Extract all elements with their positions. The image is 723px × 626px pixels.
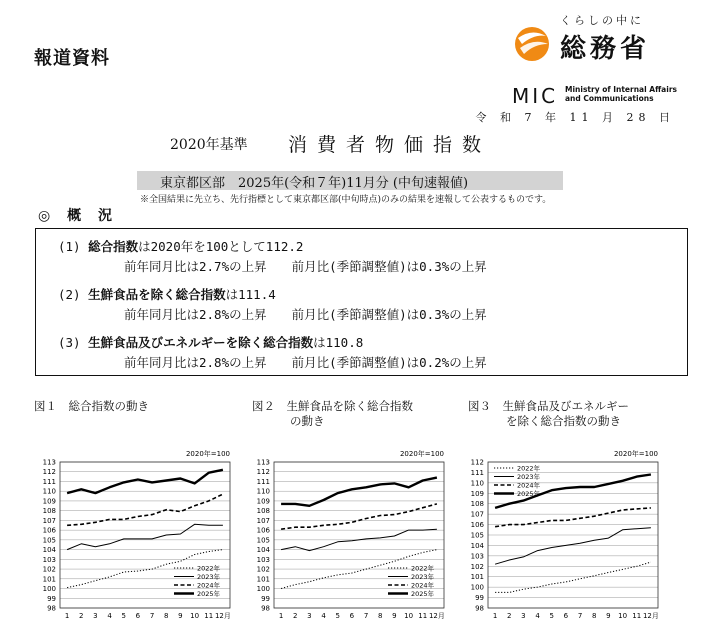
y-tick-label: 104 — [470, 541, 484, 550]
y-tick-label: 98 — [475, 604, 484, 613]
legend-label: 2024年 — [517, 481, 541, 490]
chart-2-core-index — [244, 440, 454, 626]
x-tick-label: 6 — [563, 612, 569, 620]
series-line-2023年 — [67, 524, 223, 549]
legend-label: 2022年 — [517, 464, 541, 473]
summary-item-number: (3) — [58, 335, 81, 350]
ministry-tagline: くらしの中に — [560, 14, 644, 27]
x-tick-label: 11 — [204, 612, 214, 620]
y-tick-label: 101 — [470, 573, 484, 582]
y-tick-label: 102 — [42, 565, 56, 574]
y-tick-label: 111 — [42, 477, 56, 486]
summary-item-detail: 前年同月比は2.8%の上昇 前月比(季節調整値)は0.3%の上昇 — [124, 307, 487, 322]
y-tick-label: 106 — [256, 526, 270, 535]
summary-item-2 — [58, 285, 276, 303]
summary-item-index-name: 生鮮食品及びエネルギーを除く総合指数 — [88, 335, 314, 350]
ministry-logo-icon — [512, 22, 552, 62]
x-tick-label: 10 — [404, 612, 414, 620]
y-tick-label: 106 — [42, 526, 56, 535]
figure-2-caption — [252, 399, 413, 429]
ministry-english-line2: and Communications — [565, 94, 654, 103]
y-tick-label: 99 — [475, 594, 484, 603]
x-tick-label: 11 — [418, 612, 428, 620]
legend-label: 2024年 — [197, 581, 221, 590]
x-tick-label: 12月 — [214, 612, 231, 620]
ministry-name: 総務省 — [560, 34, 651, 64]
y-tick-label: 101 — [42, 575, 56, 584]
y-tick-label: 108 — [256, 507, 270, 516]
summary-item-value-text: は111.4 — [225, 287, 276, 302]
legend-label: 2023年 — [197, 573, 221, 581]
y-tick-label: 103 — [256, 555, 270, 564]
x-tick-label: 7 — [363, 612, 369, 620]
summary-item-detail: 前年同月比は2.8%の上昇 前月比(季節調整値)は0.2%の上昇 — [124, 355, 487, 370]
legend-label: 2025年 — [197, 590, 221, 598]
figure-2-caption-line2: の動き — [290, 414, 325, 428]
x-tick-label: 8 — [378, 612, 383, 620]
y-tick-label: 105 — [256, 536, 270, 545]
y-tick-label: 108 — [470, 500, 484, 509]
series-line-2024年 — [281, 504, 437, 529]
y-tick-label: 105 — [42, 536, 56, 545]
x-tick-label: 5 — [549, 612, 554, 620]
y-tick-label: 99 — [47, 594, 56, 603]
x-tick-label: 7 — [149, 612, 155, 620]
x-tick-label: 3 — [307, 612, 312, 620]
summary-item-1 — [58, 237, 303, 255]
x-tick-label: 1 — [64, 612, 70, 620]
series-line-2023年 — [495, 528, 651, 565]
x-tick-label: 8 — [164, 612, 169, 620]
legend-label: 2023年 — [517, 473, 541, 481]
chart-1-headline-index — [30, 440, 240, 626]
x-tick-label: 11 — [632, 612, 642, 620]
publication-date: 令 和 7 年 11 月 28 日 — [475, 111, 675, 124]
chart-base-note: 2020年=100 — [185, 450, 230, 458]
summary-item-value-text: は110.8 — [313, 335, 364, 350]
x-tick-label: 9 — [392, 612, 397, 620]
legend-label: 2025年 — [411, 590, 435, 598]
figure-2-caption-line1: 図２ 生鮮食品を除く総合指数 — [252, 399, 413, 413]
x-tick-label: 6 — [135, 612, 141, 620]
ministry-english-line1: Ministry of Internal Affairs — [565, 85, 677, 94]
page-title: 消費者物価指数 — [288, 134, 492, 156]
y-tick-label: 98 — [47, 604, 56, 613]
x-tick-label: 9 — [178, 612, 183, 620]
x-tick-label: 9 — [606, 612, 611, 620]
document-type-label: 報道資料 — [34, 48, 110, 69]
mic-abbreviation: MIC — [512, 84, 559, 108]
summary-item-3 — [58, 333, 363, 351]
x-tick-label: 4 — [107, 612, 112, 620]
legend-label: 2022年 — [411, 564, 435, 573]
y-tick-label: 100 — [470, 583, 484, 592]
figure-3-caption-line1: 図３ 生鮮食品及びエネルギー — [468, 399, 629, 413]
figure-3-caption — [468, 399, 629, 429]
title-base-year: 2020年基準 — [170, 137, 248, 153]
legend-label: 2024年 — [411, 581, 435, 590]
x-tick-label: 5 — [121, 612, 126, 620]
summary-item-index-name: 総合指数 — [88, 239, 139, 254]
summary-item-number: (2) — [58, 287, 81, 302]
y-tick-label: 109 — [256, 497, 270, 506]
overview-heading: ◎ 概 況 — [38, 208, 118, 224]
x-tick-label: 2 — [79, 612, 84, 620]
x-tick-label: 1 — [278, 612, 284, 620]
y-tick-label: 109 — [470, 489, 484, 498]
y-tick-label: 100 — [256, 585, 270, 594]
x-tick-label: 2 — [293, 612, 298, 620]
series-line-2025年 — [281, 478, 437, 506]
x-tick-label: 4 — [321, 612, 326, 620]
y-tick-label: 107 — [42, 516, 56, 525]
legend-label: 2023年 — [411, 573, 435, 581]
legend-label: 2025年 — [517, 490, 541, 498]
y-tick-label: 98 — [261, 604, 270, 613]
y-tick-label: 99 — [261, 594, 270, 603]
y-tick-label: 108 — [42, 507, 56, 516]
y-tick-label: 112 — [470, 458, 484, 467]
y-tick-label: 111 — [256, 477, 270, 486]
y-tick-label: 103 — [470, 552, 484, 561]
y-tick-label: 102 — [470, 562, 484, 571]
x-tick-label: 10 — [618, 612, 628, 620]
y-tick-label: 113 — [42, 458, 56, 467]
y-tick-label: 104 — [256, 546, 270, 555]
summary-box — [35, 228, 688, 376]
y-tick-label: 107 — [470, 510, 484, 519]
x-tick-label: 6 — [349, 612, 355, 620]
y-tick-label: 112 — [256, 468, 270, 477]
y-tick-label: 104 — [42, 546, 56, 555]
chart-base-note: 2020年=100 — [399, 450, 444, 458]
chart-base-note: 2020年=100 — [613, 450, 658, 458]
x-tick-label: 7 — [577, 612, 583, 620]
y-tick-label: 107 — [256, 516, 270, 525]
x-tick-label: 3 — [521, 612, 526, 620]
x-tick-label: 2 — [507, 612, 512, 620]
x-tick-label: 10 — [190, 612, 200, 620]
series-line-2022年 — [495, 562, 651, 592]
y-tick-label: 103 — [42, 555, 56, 564]
summary-item-value-text: は2020年を100として112.2 — [138, 239, 304, 254]
y-tick-label: 109 — [42, 497, 56, 506]
chart-3-core-core-index — [458, 440, 668, 626]
y-tick-label: 100 — [42, 585, 56, 594]
figure-1-caption: 図１ 総合指数の動き — [34, 399, 149, 413]
release-note: ※全国結果に先立ち、先行指標として東京都区部(中旬時点)のみの結果を速報して公表するものです。 — [140, 195, 552, 205]
x-tick-label: 1 — [492, 612, 498, 620]
x-tick-label: 4 — [535, 612, 540, 620]
y-tick-label: 102 — [256, 565, 270, 574]
x-tick-label: 5 — [335, 612, 340, 620]
x-tick-label: 3 — [93, 612, 98, 620]
series-line-2024年 — [495, 508, 651, 527]
y-tick-label: 106 — [470, 521, 484, 530]
x-tick-label: 12月 — [642, 612, 659, 620]
y-tick-label: 110 — [256, 487, 270, 496]
y-tick-label: 110 — [470, 479, 484, 488]
x-tick-label: 8 — [592, 612, 597, 620]
x-tick-label: 12月 — [428, 612, 445, 620]
summary-item-index-name: 生鮮食品を除く総合指数 — [88, 287, 226, 302]
summary-item-detail: 前年同月比は2.7%の上昇 前月比(季節調整値)は0.3%の上昇 — [124, 259, 487, 274]
summary-item-number: (1) — [58, 239, 81, 254]
legend-label: 2022年 — [197, 564, 221, 573]
y-tick-label: 111 — [470, 468, 484, 477]
y-tick-label: 101 — [256, 575, 270, 584]
y-tick-label: 105 — [470, 531, 484, 540]
subtitle: 東京都区部 2025年(令和７年)11月分 (中旬速報値) — [160, 176, 469, 191]
figure-3-caption-line2: を除く総合指数の動き — [506, 414, 621, 428]
y-tick-label: 112 — [42, 468, 56, 477]
y-tick-label: 110 — [42, 487, 56, 496]
y-tick-label: 113 — [256, 458, 270, 467]
